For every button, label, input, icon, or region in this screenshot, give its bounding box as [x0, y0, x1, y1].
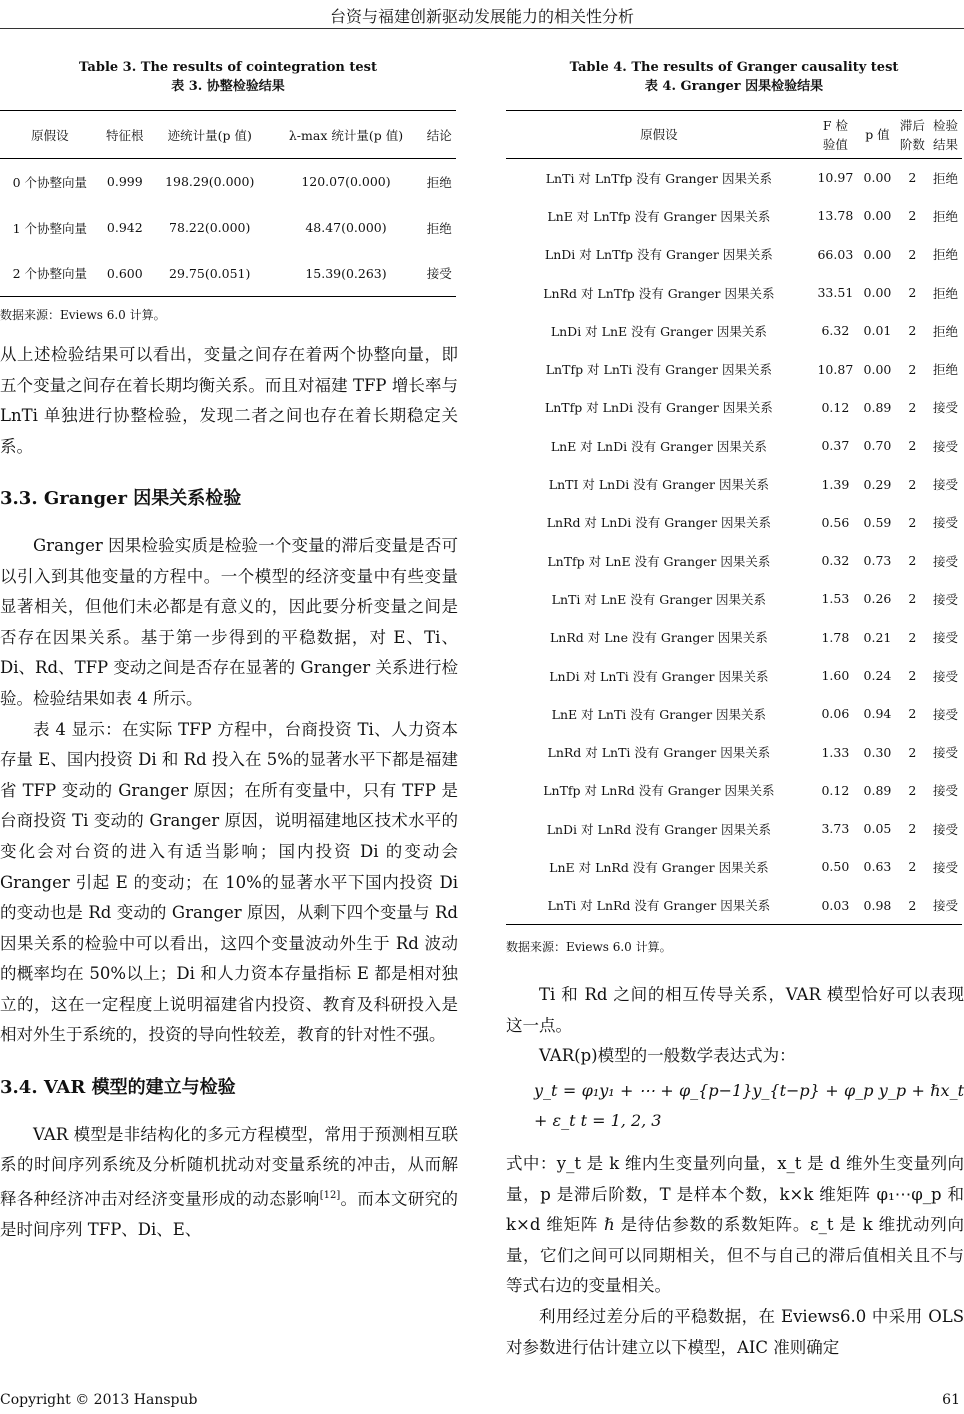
table3-cell: 78.22(0.000) — [169, 220, 251, 235]
paragraph-var-expression: VAR(p)模型的一般数学表达式为： — [539, 1046, 796, 1066]
table4-row — [506, 695, 962, 733]
table3-cell: 0.999 — [106, 174, 143, 190]
table4-caption-zh: 表 4. Granger 因果检验结果 — [644, 79, 824, 94]
table4-cell: LnTfp 对 LnTi 没有 Granger 因果关系 — [545, 362, 772, 378]
table4-cell: 接受 — [932, 515, 958, 531]
table4-cell: 接受 — [932, 783, 958, 799]
table4-cell: LnTfp 对 LnRd 没有 Granger 因果关系 — [543, 783, 775, 799]
table4-row — [506, 503, 962, 541]
table4-row — [506, 541, 962, 579]
table4-cell: 0.00 — [863, 285, 892, 301]
table4-row — [506, 618, 962, 656]
table4-cell: 0.94 — [863, 706, 892, 722]
table4-cell: 10.87 — [817, 361, 854, 377]
paragraph-var-transmission: Ti 和 Rd 之间的相互传导关系，VAR 模型恰好可以表现这一点。 — [506, 985, 964, 1035]
table4-cell: 2 — [908, 476, 917, 492]
table4-cell: LnRd 对 LnTi 没有 Granger 因果关系 — [547, 745, 771, 761]
table4-row — [506, 159, 962, 197]
table4-cell: 0.50 — [821, 859, 850, 875]
table3-cell: 0.600 — [106, 265, 143, 281]
section-heading-3-3: 3.3. Granger 因果关系检验 — [0, 488, 242, 510]
table3-caption — [0, 58, 456, 96]
table4-cell: 0.30 — [863, 744, 892, 760]
table4-source: 数据来源：Eviews 6.0 计算。 — [506, 940, 672, 954]
table4-header-cell: F 检 验值 — [822, 117, 848, 152]
paragraph-formula-explanation: 式中：y_t 是 k 维内生变量列向量，x_t 是 d 维外生变量列向量，p 是滞后阶数，T 是样本个数，k×k 维矩阵 φ₁⋯φ_p 和 k×d 维矩阵 ℏ 是待估参数的系数矩阵。ε_t 是 k 维扰动列向量，它们之间可以同期相关，但不与自己的滞后值相关且不与等式右边的变量相关。 — [506, 1153, 964, 1296]
table4-cell: 0.63 — [863, 859, 892, 875]
table4-cell: 接受 — [932, 400, 958, 416]
table4-cell: 2 — [908, 361, 917, 377]
table4-cell: 0.73 — [863, 553, 892, 569]
table4-cell: 接受 — [932, 477, 958, 493]
citation-ref[interactable]: [12] — [319, 1189, 341, 1201]
table3-cell: 拒绝 — [426, 174, 452, 190]
table4-cell: 接受 — [932, 553, 958, 569]
table4-cell: 拒绝 — [932, 285, 958, 301]
paragraph-conclusion: 从上述检验结果可以看出，变量之间存在着两个协整向量，即五个变量之间存在着长期均衡关系。而且对福建 TFP 增长率与 LnTi 单独进行协整检验，发现二者之间也存在着长期稳定关系。 — [0, 345, 458, 456]
table4-cell: 2 — [908, 514, 917, 530]
table4-cell: LnRd 对 Lne 没有 Granger 因果关系 — [550, 630, 768, 646]
table4-cell: 接受 — [932, 591, 958, 607]
table3-cointegration — [0, 110, 456, 297]
table4-cell: 2 — [908, 821, 917, 837]
paragraph-granger-results: 表 4 显示：在实际 TFP 方程中，台商投资 Ti、人力资本存量 E、国内投资 Di 和 Rd 投入在 5%的显著水平下都是福建省 TFP 变动的 Granger 原因；在所有变量中，只有 TFP 是台商投资 Ti 变动的 Granger 原因，说明福建地区技术水平的变化会对台资的进入有适当影响；国内投资 Di 的变动会 Granger 引起 E 的变动；在 10%的显著水平下国内投资 Di 的变动也是 Rd 变动的 Granger 原因，从剩下四个变量与 Rd 因果关系的检验中可以看出，这四个变量波动外生于 Rd 波动的概率均在 50%以上；Di 和人力资本存量指标 E 都是相对独立的，这在一定程度上说明福建省内投资、教育及科研投入是相对外生于系统的，投资的导向性较差，教育的针对性不强。 — [0, 719, 458, 1045]
table4-cell: LnE 对 LnTfp 没有 Granger 因果关系 — [547, 208, 771, 224]
table4-cell: 0.00 — [863, 170, 892, 186]
paragraph-var-intro — [0, 1120, 458, 1246]
table4-cell: 2 — [908, 553, 917, 569]
table3-cell: 拒绝 — [426, 220, 452, 236]
left-column — [0, 340, 458, 1246]
table4-cell: 2 — [908, 629, 917, 645]
table4-cell: LnE 对 LnTi 没有 Granger 因果关系 — [551, 706, 767, 722]
table3-cell: 0.942 — [106, 220, 143, 235]
table4-cell: LnE 对 LnRd 没有 Granger 因果关系 — [549, 859, 769, 875]
table4-cell: 6.32 — [821, 323, 850, 339]
table4-cell: 1.78 — [821, 629, 850, 645]
table4-row — [506, 580, 962, 618]
table4-cell: 1.33 — [821, 744, 850, 760]
table4-cell: 1.60 — [821, 668, 850, 683]
table3-caption-zh: 表 3. 协整检验结果 — [171, 79, 285, 94]
table3-cell: 2 个协整向量 — [12, 266, 88, 282]
table4-cell: 0.12 — [821, 399, 850, 415]
table4-cell: 1.39 — [821, 476, 850, 492]
table4-row — [506, 388, 962, 426]
table4-cell: 0.00 — [863, 246, 892, 262]
table4-cell: LnTI 对 LnDi 没有 Granger 因果关系 — [548, 477, 769, 493]
table4-cell: 0.56 — [821, 514, 850, 530]
table4-cell: 2 — [908, 668, 917, 683]
table4-cell: 接受 — [932, 630, 958, 646]
footer-page-number: 61 — [942, 1392, 960, 1408]
table4-cell: 3.73 — [821, 821, 850, 837]
table4-header-row — [506, 111, 962, 159]
table4-row — [506, 235, 962, 273]
table4-header-cell: p 值 — [865, 127, 890, 142]
table4-row — [506, 312, 962, 350]
table4-cell: LnDi 对 LnRd 没有 Granger 因果关系 — [546, 821, 772, 837]
table4-cell: LnTfp 对 LnDi 没有 Granger 因果关系 — [544, 400, 773, 416]
table3-cell: 0 个协整向量 — [12, 174, 88, 190]
table4-cell: 2 — [908, 399, 917, 415]
table4-row — [506, 810, 962, 848]
table4-caption-en: Table 4. The results of Granger causality test — [569, 60, 899, 75]
table4-cell: 10.97 — [817, 170, 854, 186]
table4-cell: LnDi 对 LnTfp 没有 Granger 因果关系 — [544, 247, 773, 263]
table4-cell: 接受 — [932, 438, 958, 454]
table4-row — [506, 350, 962, 388]
table4-cell: 2 — [908, 438, 917, 454]
table4-row — [506, 848, 962, 886]
table3-header-cell: 原假设 — [31, 127, 69, 143]
table4-cell: 拒绝 — [932, 247, 958, 263]
table4-header-cell: 原假设 — [640, 127, 678, 142]
table4-cell: 0.06 — [821, 706, 850, 722]
header-rule — [0, 28, 964, 29]
table4-cell: 2 — [908, 323, 917, 339]
table4-cell: 接受 — [932, 706, 958, 722]
table4-cell: LnTi 对 LnRd 没有 Granger 因果关系 — [547, 898, 771, 914]
table4-cell: 0.29 — [863, 476, 892, 492]
table4-cell: 接受 — [932, 821, 958, 837]
table4-cell: LnTi 对 LnE 没有 Granger 因果关系 — [551, 591, 767, 607]
table4-row — [506, 427, 962, 465]
table4-cell: LnTfp 对 LnE 没有 Granger 因果关系 — [547, 553, 771, 569]
section-heading-3-4: 3.4. VAR 模型的建立与检验 — [0, 1077, 236, 1099]
paragraph-var-text: VAR 模型是非结构化的多元方程模型，常用于预测相互联系的时间序列系统及分析随机扰动对变量系统的冲击，从而解释各种经济冲击对经济变量形成的动态影响 — [0, 1124, 458, 1209]
table4-row — [506, 733, 962, 771]
table4-caption — [506, 58, 962, 96]
table3-cell: 15.39(0.263) — [305, 265, 387, 281]
table4-cell: 0.00 — [863, 208, 892, 224]
table3-cell: 1 个协整向量 — [12, 220, 88, 236]
table4-cell: 接受 — [932, 745, 958, 761]
table3-cell: 接受 — [426, 266, 452, 282]
table4-row — [506, 197, 962, 235]
table4-cell: 接受 — [932, 668, 958, 684]
table4-cell: 33.51 — [817, 285, 854, 301]
right-column — [506, 980, 964, 1363]
table4-cell: 2 — [908, 591, 917, 607]
table4-cell: 0.03 — [821, 897, 850, 913]
table4-cell: 0.12 — [821, 782, 850, 798]
paragraph-var-tail: 。而本文研究的是时间序列 TFP、Di、E、 — [0, 1189, 459, 1239]
running-header: 台资与福建创新驱动发展能力的相关性分析 — [329, 7, 634, 26]
table4-cell: LnE 对 LnDi 没有 Granger 因果关系 — [550, 438, 767, 454]
table4-cell: 0.98 — [863, 897, 892, 913]
table3-header-cell: 特征根 — [106, 127, 144, 143]
table4-cell: 0.37 — [821, 438, 850, 454]
table4-cell: 2 — [908, 285, 917, 301]
table3-header-cell: λ-max 统计量(p 值) — [288, 127, 404, 143]
footer-copyright: Copyright © 2013 Hanspub — [0, 1392, 198, 1408]
table4-cell: LnRd 对 LnDi 没有 Granger 因果关系 — [546, 515, 772, 531]
table4-cell: 0.89 — [863, 399, 892, 415]
table3-source: 数据来源：Eviews 6.0 计算。 — [0, 308, 166, 322]
table4-row — [506, 273, 962, 311]
table4-row — [506, 886, 962, 924]
table3-cell: 48.47(0.000) — [305, 220, 387, 235]
table4-header-cell: 滞后 阶数 — [899, 117, 925, 152]
table4-cell: 2 — [908, 246, 917, 262]
table4-cell: LnDi 对 LnTi 没有 Granger 因果关系 — [549, 668, 769, 684]
table4-cell: LnTi 对 LnTfp 没有 Granger 因果关系 — [545, 170, 772, 186]
table3-header-row — [0, 111, 456, 159]
paragraph-granger-intro: Granger 因果检验实质是检验一个变量的滞后变量是否可以引入到其他变量的方程中。一个模型的经济变量中有些变量显著相关，但他们未必都是有意义的，因此要分析变量之间是否存在因果关系。基于第一步得到的平稳数据，对 E、Ti、Di、Rd、TFP 变动之间是否存在显著的 Granger 关系进行检验。检验结果如表 4 所示。 — [0, 535, 458, 708]
table4-cell: 0.00 — [863, 361, 892, 377]
table4-cell: 0.32 — [821, 553, 850, 569]
table4-cell: 0.70 — [863, 438, 892, 454]
table4-cell: 66.03 — [817, 246, 854, 262]
table4-cell: 0.26 — [863, 591, 892, 607]
table3-row — [0, 159, 456, 205]
table4-cell: 2 — [908, 859, 917, 875]
table3-row — [0, 251, 456, 297]
table3-row — [0, 205, 456, 251]
table4-cell: LnDi 对 LnE 没有 Granger 因果关系 — [550, 323, 767, 339]
table4-cell: 0.59 — [863, 514, 892, 530]
table4-row — [506, 656, 962, 694]
table4-header-cell: 检验 结果 — [932, 117, 958, 152]
table4-cell: 2 — [908, 170, 917, 186]
table3-caption-en: Table 3. The results of cointegration test — [79, 60, 377, 75]
table4-cell: 2 — [908, 897, 917, 913]
table3-cell: 120.07(0.000) — [301, 174, 391, 190]
table4-cell: 拒绝 — [932, 170, 958, 186]
paragraph-ols-estimation: 利用经过差分后的平稳数据，在 Eviews6.0 中采用 OLS 对参数进行估计建立以下模型，AIC 准则确定 — [506, 1306, 964, 1357]
table4-cell: 0.01 — [863, 323, 892, 339]
table4-cell: 0.21 — [863, 629, 892, 645]
var-formula: y_t = φ₁y₁ + ⋯ + φ_{p−1}y_{t−p} + φ_p y_p + ℏx_t + ε_t t = 1, 2, 3 — [534, 1080, 964, 1131]
table3-header-cell: 迹统计量(p 值) — [167, 127, 252, 143]
table4-cell: 13.78 — [817, 208, 854, 224]
table4-cell: 0.89 — [863, 782, 892, 798]
table4-granger — [506, 110, 962, 925]
table4-cell: 拒绝 — [932, 208, 958, 224]
table4-row — [506, 465, 962, 503]
table4-cell: 2 — [908, 744, 917, 760]
table4-cell: 0.24 — [863, 668, 892, 683]
table4-row — [506, 771, 962, 809]
table3-header-cell: 结论 — [426, 127, 452, 143]
table4-cell: 0.05 — [863, 821, 892, 837]
table4-cell: 接受 — [932, 898, 958, 914]
table3-cell: 198.29(0.000) — [165, 174, 255, 190]
table4-cell: 2 — [908, 706, 917, 722]
table4-cell: LnRd 对 LnTfp 没有 Granger 因果关系 — [543, 285, 775, 301]
table4-cell: 拒绝 — [932, 323, 958, 339]
table4-cell: 2 — [908, 782, 917, 798]
table4-cell: 1.53 — [821, 591, 850, 607]
table3-cell: 29.75(0.051) — [169, 265, 251, 281]
table4-cell: 接受 — [932, 859, 958, 875]
table4-cell: 2 — [908, 208, 917, 224]
table4-cell: 拒绝 — [932, 362, 958, 378]
